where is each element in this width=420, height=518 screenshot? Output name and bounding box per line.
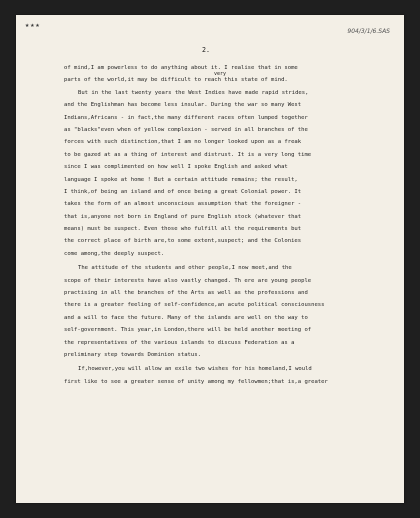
typed-text-body bbox=[64, 62, 388, 388]
text-line: If,however,you will allow an exile two wishes for his homeland,I would bbox=[78, 366, 312, 373]
archive-stamp: ★★★ bbox=[25, 21, 41, 29]
document-page bbox=[16, 15, 404, 503]
text-line: scope of their interests have also vastly changed. Th ere are young people bbox=[64, 277, 312, 284]
text-line: self-government. This year,in London,there will be held another meeting of bbox=[64, 327, 312, 334]
text-line: I think,of being an island and of once being a great Colonial power. It bbox=[64, 188, 302, 195]
text-line: forces with such distinction,that I am no longer looked upon as a freak bbox=[64, 139, 302, 146]
text-line: first like to see a greater sense of unity among my fellowmen;that is,a greater bbox=[64, 378, 328, 385]
archive-reference: 904/3/1/6.SAS bbox=[347, 28, 390, 35]
text-line: of mind,I am powerless to do anything about it. I realise that in some bbox=[64, 65, 298, 71]
text-line: there is a greater feeling of self-confidence,an acute political consciousness bbox=[64, 302, 325, 309]
text-line: since I was complimented on how well I spoke English and asked what bbox=[64, 164, 288, 171]
text-line: and the Englishman has become less insular. During the war so many West bbox=[64, 102, 302, 109]
text-line: But in the last twenty years the West Indies have made rapid strides, bbox=[78, 89, 309, 96]
text-line: that is,anyone not born in England of pure English stock (whatever that bbox=[64, 213, 302, 220]
text-line: as "blacks"even when of yellow complexion - served in all branches of the bbox=[64, 126, 308, 133]
text-line: preliminary step towards Dominion status. bbox=[64, 351, 201, 358]
text-line: means) must be suspect. Even those who fulfill all the requirements but bbox=[64, 226, 302, 233]
text-line: come among,the deeply suspect. bbox=[64, 250, 165, 257]
text-line: practising in all the branches of the Arts as well as the professions and bbox=[64, 290, 308, 297]
text-line: language I spoke at home ! But a certain attitude remains; the result, bbox=[64, 176, 298, 183]
text-line: and a will to face the future. Many of the islands are well on the way to bbox=[64, 314, 308, 321]
text-line: The attitude of the students and other people,I now meet,and the bbox=[78, 265, 292, 272]
text-line: to be gazed at as a thing of interest and distrust. It is a very long time bbox=[64, 151, 312, 158]
text-line: takes the form of an almost unconscious assumption that the foreigner - bbox=[64, 201, 302, 208]
text-line: the correct place of birth are,to some extent,suspect; and the Colonies bbox=[64, 238, 302, 245]
text-line: Indians,Africans - in fact,the many different races often lumped together bbox=[64, 114, 308, 121]
page-number: 2. bbox=[202, 46, 210, 54]
handwritten-insertion: very bbox=[214, 71, 227, 78]
text-line: very parts of the world,it may be difficult to reach this state of mind. bbox=[64, 74, 388, 86]
text-line: the representatives of the various islands to discuss Federation as a bbox=[64, 339, 295, 346]
